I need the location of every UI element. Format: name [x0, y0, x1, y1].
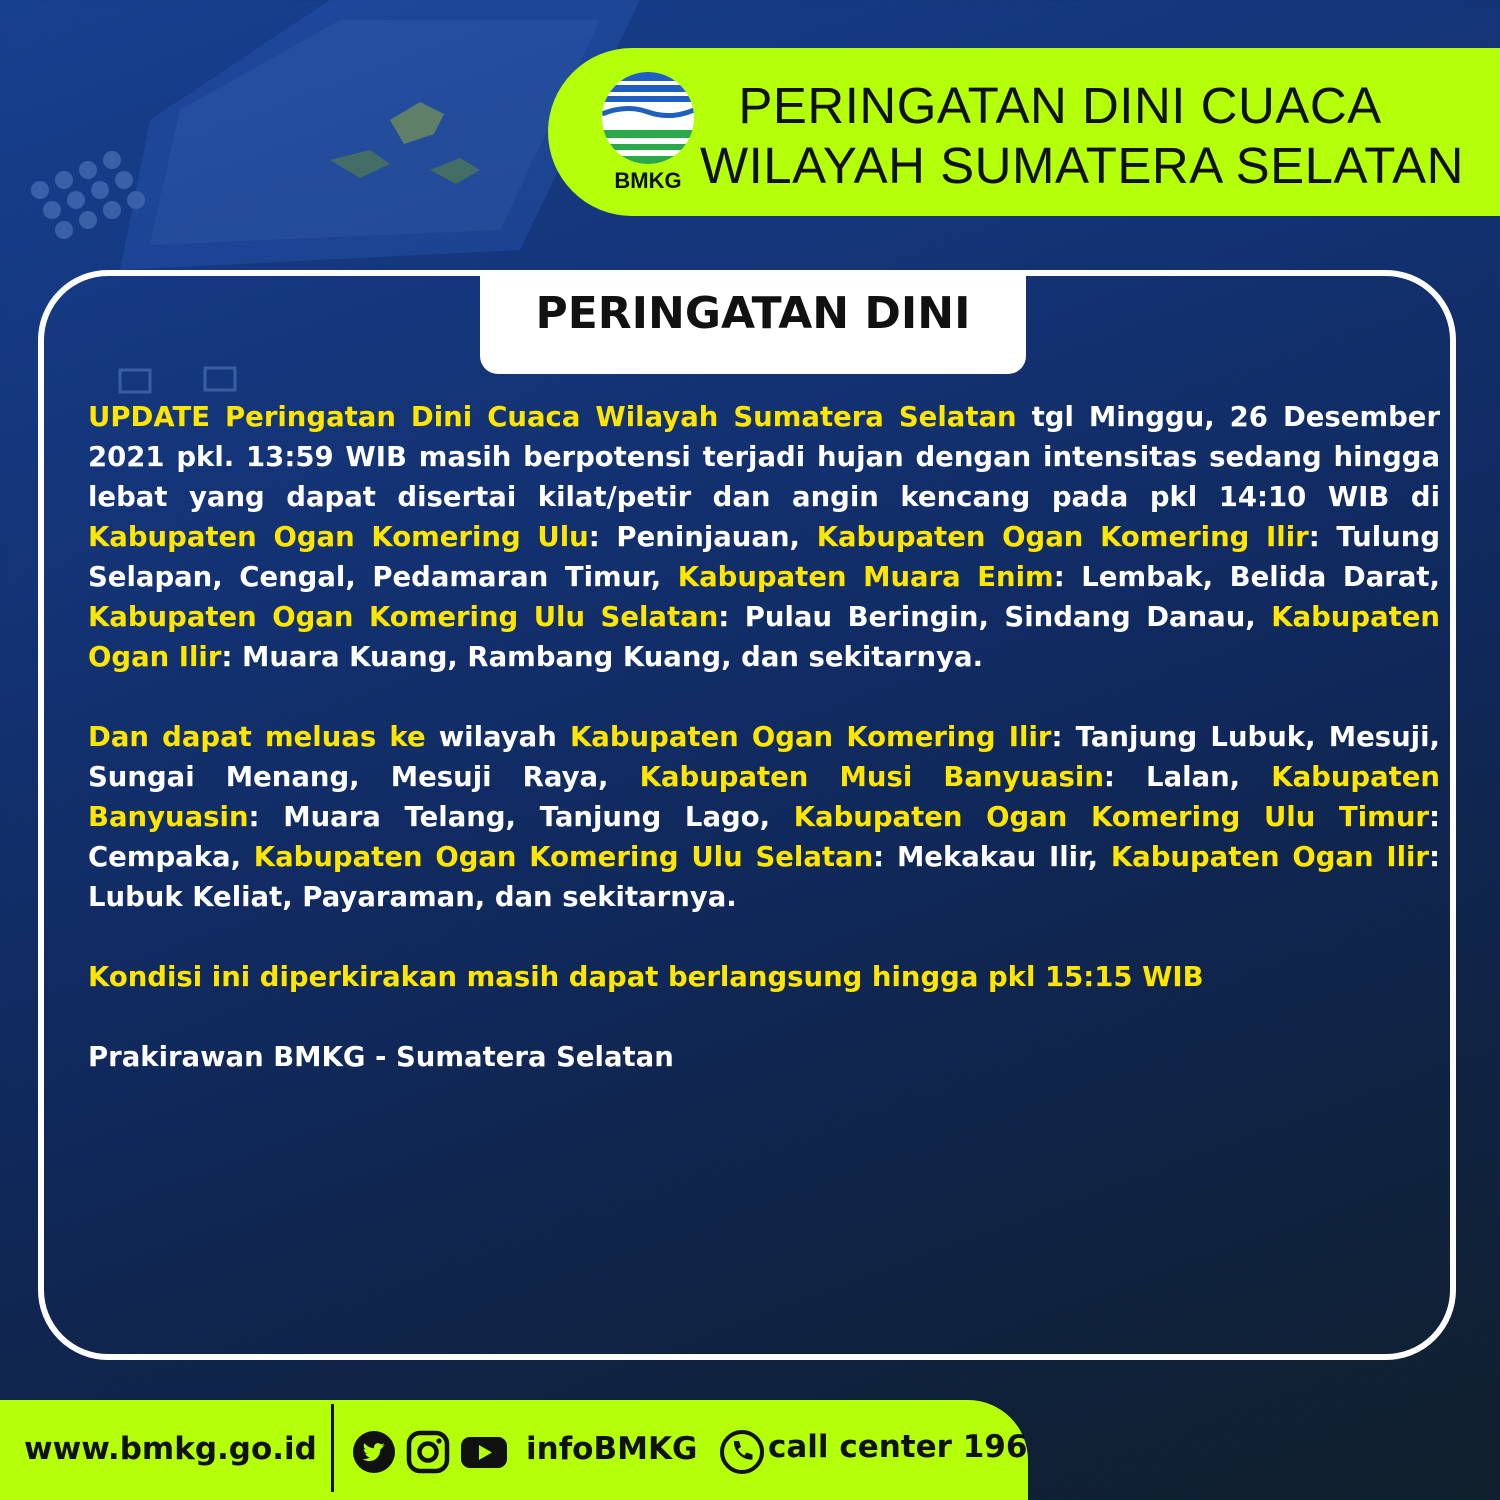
footer-divider	[331, 1404, 334, 1492]
card-title: PERINGATAN DINI	[535, 288, 971, 339]
body-text: : Lembak, Belida Darat,	[1053, 561, 1440, 593]
warning-paragraph	[88, 957, 1440, 997]
call-center[interactable]: call center 196	[768, 1429, 1028, 1465]
highlight-text: Kabupaten Ogan Komering Ulu Timur	[793, 801, 1429, 833]
highlight-text: Kabupaten Ogan Komering Ulu Selatan	[88, 601, 719, 633]
svg-text:BMKG: BMKG	[614, 168, 682, 192]
body-text: Prakirawan BMKG - Sumatera Selatan	[88, 1041, 674, 1073]
warning-paragraph	[88, 397, 1440, 677]
body-text: : Peninjauan,	[588, 521, 817, 553]
highlight-text: Kabupaten Banyuasin	[88, 761, 1441, 833]
body-text: tgl Minggu, 26 Desember 2021 pkl. 13:59 WIB masih berpotensi terjadi hujan dengan intensitas sedang hingga lebat yang dapat disertai kilat/petir dan angin kencang pada pkl 14:10 WIB di	[88, 401, 1441, 513]
bmkg-logo-icon	[596, 68, 700, 192]
body-text: : Pulau Beringin, Sindang Danau,	[718, 601, 1272, 633]
warning-text	[88, 397, 1440, 1117]
highlight-text: Kondisi ini diperkirakan masih dapat berlangsung hingga pkl 15:15 WIB	[88, 961, 1204, 993]
highlight-text: Kabupaten Muara Enim	[677, 561, 1054, 593]
highlight-text: Kabupaten Musi Banyuasin	[639, 761, 1104, 793]
body-text: wilayah	[425, 721, 570, 753]
header-title-line2: WILAYAH SUMATERA SELATAN	[700, 137, 1464, 194]
body-text: : Lubuk Keliat, Payaraman, dan sekitarnya.	[88, 841, 1440, 913]
highlight-text: Dan dapat meluas ke	[88, 721, 426, 753]
highlight-text: Kabupaten Ogan Komering Ulu Selatan	[253, 841, 874, 873]
body-text: : Lalan,	[1103, 761, 1272, 793]
instagram-icon[interactable]	[406, 1430, 450, 1474]
twitter-icon[interactable]	[352, 1430, 396, 1474]
body-text: : Tulung Selapan, Cengal, Pedamaran Timur,	[88, 521, 1440, 593]
phone-icon[interactable]	[720, 1430, 764, 1474]
highlight-text: Kabupaten Ogan Ilir	[88, 601, 1440, 673]
highlight-text: Kabupaten Ogan Komering Ilir	[570, 721, 1052, 753]
youtube-icon[interactable]	[460, 1430, 508, 1474]
body-text: : Tanjung Lubuk, Mesuji, Sungai Menang, Mesuji Raya,	[88, 721, 1440, 793]
warning-paragraph	[88, 717, 1440, 917]
header-title	[700, 76, 1464, 196]
body-text: : Muara Kuang, Rambang Kuang, dan sekitarnya.	[221, 641, 984, 673]
highlight-text: UPDATE Peringatan Dini Cuaca Wilayah Sumatera Selatan	[88, 401, 1017, 433]
social-handle[interactable]: infoBMKG	[526, 1431, 698, 1467]
body-text: : Mekakau Ilir,	[873, 841, 1111, 873]
highlight-text: Kabupaten Ogan Komering Ilir	[816, 521, 1309, 553]
website-link[interactable]: www.bmkg.go.id	[24, 1431, 317, 1467]
highlight-text: Kabupaten Ogan Komering Ulu	[88, 521, 589, 553]
body-text: : Muara Telang, Tanjung Lago,	[248, 801, 794, 833]
body-text: : Cempaka,	[88, 801, 1440, 873]
warning-paragraph	[88, 1037, 1440, 1077]
header-title-line1: PERINGATAN DINI CUACA	[738, 77, 1382, 134]
highlight-text: Kabupaten Ogan Ilir	[1110, 841, 1429, 873]
